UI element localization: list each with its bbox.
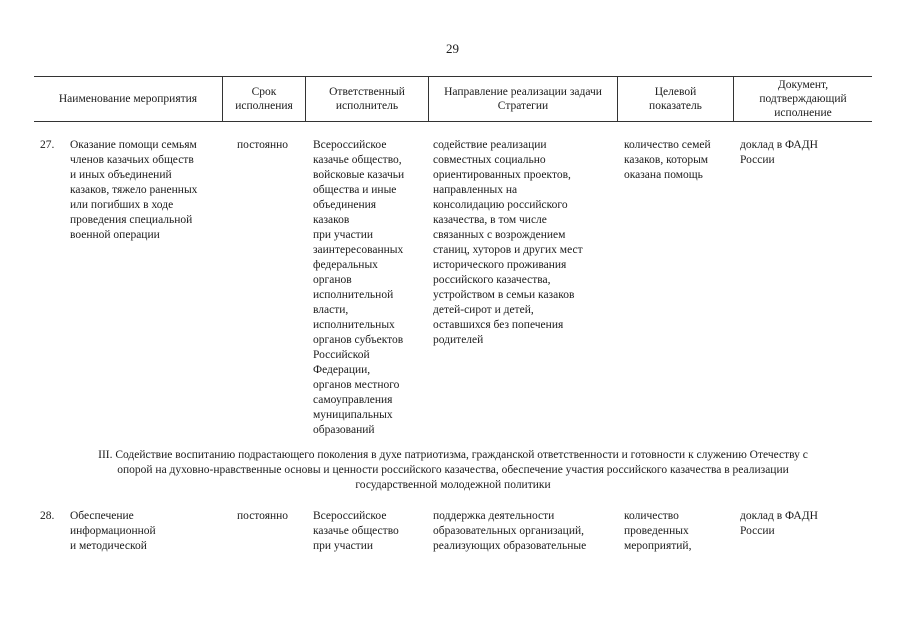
header-executor: Ответственный исполнитель xyxy=(329,86,405,112)
section-title: III. Содействие воспитанию подрастающего поколения в духе патриотизма, гражданской ответственности и готовности к служению Отечеству с опорой на духовно-нравственные основы и ценности российского казачества, обеспечение участия российского казачества в реализации государственной молодежной политики xyxy=(98,449,808,491)
row-number: 28. xyxy=(40,510,55,522)
event-document: доклад в ФАДН России xyxy=(740,139,818,166)
header-event-name: Наименование мероприятия xyxy=(58,93,198,105)
event-executor: Всероссийское казачье общество, войсковые казачьи общества и иные объединения казаков при участии заинтересованных федеральных органов исполнительной власти, исполнительных органов субъектов Российской Федерации, органов местного самоуправления муниципальных образований xyxy=(313,139,405,436)
event-document: доклад в ФАДН России xyxy=(740,510,818,537)
event-term: постоянно xyxy=(237,139,289,151)
event-direction: содействие реализации совместных социально ориентированных проектов, направленных на консолидацию российского казачества, в том числе связанных с возрождением станиц, хуторов и других мест исторического проживания российского казачества, устройством в семьи казаков детей-сирот и детей, оставшихся без попечения родителей xyxy=(433,139,583,346)
header-bottom-border xyxy=(34,121,872,122)
header-indicator: Целевой показатель xyxy=(649,86,702,112)
event-term: постоянно xyxy=(237,510,289,522)
event-executor: Всероссийское казачье общество при участии xyxy=(313,510,399,552)
event-direction: поддержка деятельности образовательных организаций, реализующих образовательные xyxy=(433,510,587,552)
page-number: 29 xyxy=(446,41,459,56)
event-indicator: количество семей казаков, которым оказана помощь xyxy=(624,139,711,181)
event-name: Оказание помощи семьям членов казачьих обществ и иных объединений казаков, тяжело раненных или погибших в ходе проведения специальной военной операции xyxy=(70,139,198,241)
header-document: Документ, подтверждающий исполнение xyxy=(759,79,847,119)
header-direction: Направление реализации задачи Стратегии xyxy=(444,86,602,112)
header-term: Срок исполнения xyxy=(235,86,293,112)
event-name: Обеспечение информационной и методической xyxy=(70,510,156,552)
event-indicator: количество проведенных мероприятий, xyxy=(624,510,692,552)
row-number: 27. xyxy=(40,139,55,151)
